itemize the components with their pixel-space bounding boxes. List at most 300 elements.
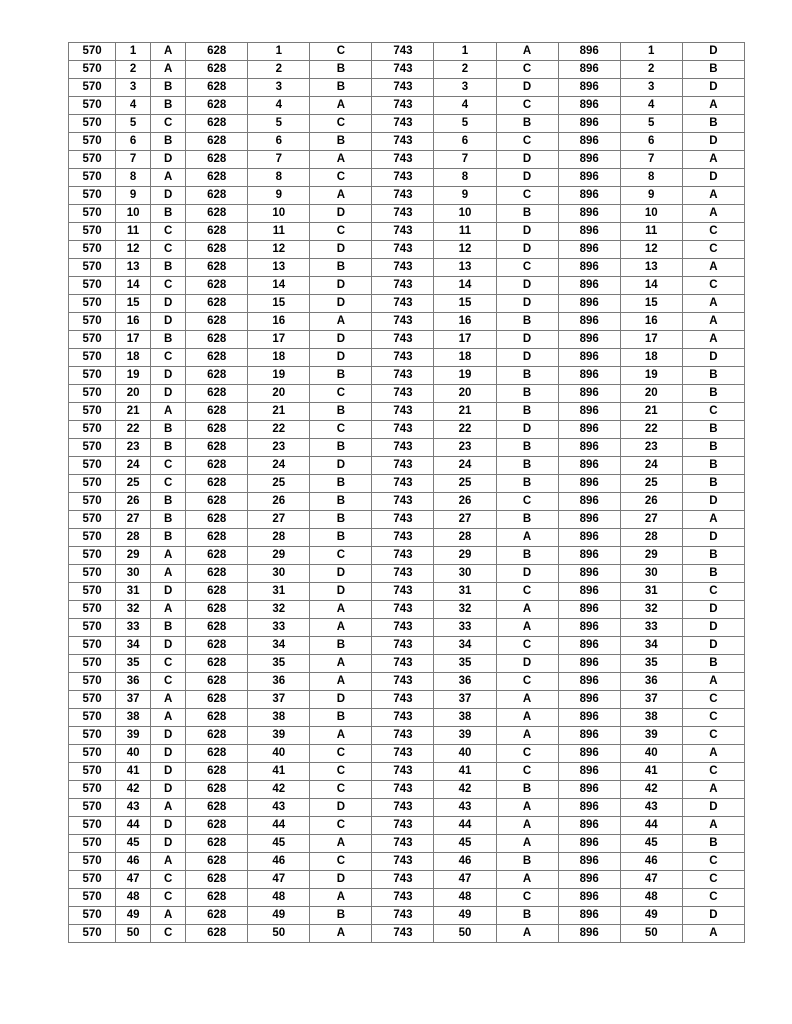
answer-cell: D bbox=[496, 169, 558, 187]
exam-code-cell: 628 bbox=[186, 97, 248, 115]
answer-cell: A bbox=[310, 889, 372, 907]
answer-cell: B bbox=[310, 61, 372, 79]
question-number-cell: 41 bbox=[116, 763, 151, 781]
question-number-cell: 20 bbox=[434, 385, 496, 403]
answer-cell: D bbox=[682, 799, 744, 817]
question-number-cell: 34 bbox=[248, 637, 310, 655]
answer-cell: A bbox=[682, 673, 744, 691]
question-number-cell: 28 bbox=[434, 529, 496, 547]
question-number-cell: 23 bbox=[620, 439, 682, 457]
answer-cell: A bbox=[496, 601, 558, 619]
table-row bbox=[69, 817, 745, 835]
table-row bbox=[69, 673, 745, 691]
question-number-cell: 48 bbox=[434, 889, 496, 907]
exam-code-cell: 743 bbox=[372, 601, 434, 619]
answer-cell: D bbox=[310, 871, 372, 889]
exam-code-cell: 628 bbox=[186, 835, 248, 853]
answer-cell: D bbox=[682, 601, 744, 619]
question-number-cell: 9 bbox=[620, 187, 682, 205]
answer-cell: B bbox=[310, 529, 372, 547]
exam-code-cell: 896 bbox=[558, 547, 620, 565]
answer-cell: A bbox=[496, 835, 558, 853]
exam-code-cell: 896 bbox=[558, 457, 620, 475]
question-number-cell: 48 bbox=[116, 889, 151, 907]
answer-cell: B bbox=[496, 385, 558, 403]
answer-cell: C bbox=[310, 115, 372, 133]
answer-cell: B bbox=[682, 457, 744, 475]
answer-cell: B bbox=[151, 619, 186, 637]
question-number-cell: 33 bbox=[116, 619, 151, 637]
answer-cell: D bbox=[151, 637, 186, 655]
question-number-cell: 37 bbox=[434, 691, 496, 709]
exam-code-cell: 743 bbox=[372, 115, 434, 133]
exam-code-cell: 743 bbox=[372, 385, 434, 403]
exam-code-cell: 896 bbox=[558, 781, 620, 799]
answer-cell: D bbox=[151, 151, 186, 169]
answer-cell: A bbox=[151, 709, 186, 727]
answer-cell: D bbox=[496, 295, 558, 313]
exam-code-cell: 628 bbox=[186, 133, 248, 151]
exam-code-cell: 628 bbox=[186, 259, 248, 277]
question-number-cell: 7 bbox=[434, 151, 496, 169]
question-number-cell: 13 bbox=[434, 259, 496, 277]
table-row bbox=[69, 601, 745, 619]
exam-code-cell: 628 bbox=[186, 511, 248, 529]
exam-code-cell: 628 bbox=[186, 223, 248, 241]
answer-cell: D bbox=[151, 583, 186, 601]
question-number-cell: 50 bbox=[116, 925, 151, 943]
answer-cell: A bbox=[151, 601, 186, 619]
exam-code-cell: 570 bbox=[69, 169, 116, 187]
answer-cell: D bbox=[682, 349, 744, 367]
exam-code-cell: 743 bbox=[372, 799, 434, 817]
table-row bbox=[69, 61, 745, 79]
table-row bbox=[69, 313, 745, 331]
answer-cell: C bbox=[496, 187, 558, 205]
exam-code-cell: 896 bbox=[558, 403, 620, 421]
question-number-cell: 32 bbox=[248, 601, 310, 619]
question-number-cell: 32 bbox=[620, 601, 682, 619]
exam-code-cell: 896 bbox=[558, 223, 620, 241]
question-number-cell: 17 bbox=[434, 331, 496, 349]
answer-cell: C bbox=[310, 853, 372, 871]
question-number-cell: 43 bbox=[434, 799, 496, 817]
answer-cell: C bbox=[682, 727, 744, 745]
answer-cell: A bbox=[496, 727, 558, 745]
table-row bbox=[69, 439, 745, 457]
exam-code-cell: 628 bbox=[186, 529, 248, 547]
answer-cell: A bbox=[682, 781, 744, 799]
exam-code-cell: 896 bbox=[558, 637, 620, 655]
table-row bbox=[69, 331, 745, 349]
exam-code-cell: 743 bbox=[372, 439, 434, 457]
question-number-cell: 13 bbox=[620, 259, 682, 277]
question-number-cell: 31 bbox=[116, 583, 151, 601]
question-number-cell: 5 bbox=[116, 115, 151, 133]
exam-code-cell: 743 bbox=[372, 97, 434, 115]
question-number-cell: 29 bbox=[248, 547, 310, 565]
answer-cell: D bbox=[682, 133, 744, 151]
exam-code-cell: 570 bbox=[69, 511, 116, 529]
answer-cell: D bbox=[310, 205, 372, 223]
answer-cell: B bbox=[151, 493, 186, 511]
question-number-cell: 9 bbox=[116, 187, 151, 205]
exam-code-cell: 570 bbox=[69, 763, 116, 781]
question-number-cell: 20 bbox=[620, 385, 682, 403]
exam-code-cell: 896 bbox=[558, 169, 620, 187]
table-row bbox=[69, 691, 745, 709]
exam-code-cell: 743 bbox=[372, 169, 434, 187]
answer-cell: C bbox=[496, 493, 558, 511]
exam-code-cell: 570 bbox=[69, 97, 116, 115]
answer-cell: B bbox=[310, 403, 372, 421]
question-number-cell: 14 bbox=[434, 277, 496, 295]
question-number-cell: 28 bbox=[116, 529, 151, 547]
question-number-cell: 29 bbox=[620, 547, 682, 565]
answer-cell: B bbox=[151, 529, 186, 547]
exam-code-cell: 896 bbox=[558, 709, 620, 727]
answer-cell: C bbox=[310, 169, 372, 187]
exam-code-cell: 743 bbox=[372, 907, 434, 925]
answer-cell: C bbox=[682, 709, 744, 727]
exam-code-cell: 570 bbox=[69, 547, 116, 565]
answer-cell: A bbox=[310, 673, 372, 691]
exam-code-cell: 896 bbox=[558, 817, 620, 835]
exam-code-cell: 896 bbox=[558, 439, 620, 457]
exam-code-cell: 896 bbox=[558, 205, 620, 223]
exam-code-cell: 743 bbox=[372, 583, 434, 601]
exam-code-cell: 628 bbox=[186, 925, 248, 943]
answer-cell: A bbox=[682, 313, 744, 331]
exam-code-cell: 570 bbox=[69, 709, 116, 727]
question-number-cell: 39 bbox=[620, 727, 682, 745]
exam-code-cell: 570 bbox=[69, 799, 116, 817]
answer-cell: B bbox=[682, 421, 744, 439]
answer-cell: C bbox=[151, 475, 186, 493]
exam-code-cell: 743 bbox=[372, 853, 434, 871]
question-number-cell: 1 bbox=[434, 43, 496, 61]
question-number-cell: 24 bbox=[248, 457, 310, 475]
table-row bbox=[69, 583, 745, 601]
answer-cell: D bbox=[496, 655, 558, 673]
question-number-cell: 40 bbox=[434, 745, 496, 763]
exam-code-cell: 570 bbox=[69, 115, 116, 133]
question-number-cell: 12 bbox=[434, 241, 496, 259]
answer-cell: A bbox=[496, 709, 558, 727]
answer-cell: D bbox=[310, 241, 372, 259]
exam-code-cell: 896 bbox=[558, 763, 620, 781]
exam-code-cell: 896 bbox=[558, 43, 620, 61]
question-number-cell: 38 bbox=[434, 709, 496, 727]
exam-code-cell: 628 bbox=[186, 367, 248, 385]
answer-cell: C bbox=[496, 259, 558, 277]
answer-cell: C bbox=[682, 871, 744, 889]
exam-code-cell: 743 bbox=[372, 745, 434, 763]
question-number-cell: 49 bbox=[434, 907, 496, 925]
question-number-cell: 36 bbox=[620, 673, 682, 691]
exam-code-cell: 743 bbox=[372, 133, 434, 151]
exam-code-cell: 570 bbox=[69, 781, 116, 799]
exam-code-cell: 570 bbox=[69, 313, 116, 331]
answer-cell: A bbox=[151, 169, 186, 187]
question-number-cell: 33 bbox=[248, 619, 310, 637]
exam-code-cell: 896 bbox=[558, 277, 620, 295]
exam-code-cell: 743 bbox=[372, 259, 434, 277]
answer-cell: D bbox=[151, 385, 186, 403]
answer-cell: B bbox=[496, 511, 558, 529]
question-number-cell: 34 bbox=[434, 637, 496, 655]
answer-cell: C bbox=[496, 583, 558, 601]
question-number-cell: 50 bbox=[620, 925, 682, 943]
table-row bbox=[69, 43, 745, 61]
exam-code-cell: 628 bbox=[186, 889, 248, 907]
exam-code-cell: 743 bbox=[372, 79, 434, 97]
answer-cell: D bbox=[310, 565, 372, 583]
question-number-cell: 3 bbox=[434, 79, 496, 97]
answer-cell: A bbox=[310, 151, 372, 169]
exam-code-cell: 743 bbox=[372, 43, 434, 61]
exam-code-cell: 628 bbox=[186, 403, 248, 421]
exam-code-cell: 570 bbox=[69, 151, 116, 169]
exam-code-cell: 570 bbox=[69, 583, 116, 601]
answer-cell: A bbox=[310, 313, 372, 331]
table-row bbox=[69, 187, 745, 205]
exam-code-cell: 743 bbox=[372, 763, 434, 781]
question-number-cell: 22 bbox=[116, 421, 151, 439]
answer-cell: A bbox=[682, 745, 744, 763]
answer-cell: C bbox=[151, 223, 186, 241]
exam-code-cell: 743 bbox=[372, 475, 434, 493]
answer-cell: B bbox=[496, 313, 558, 331]
question-number-cell: 47 bbox=[434, 871, 496, 889]
question-number-cell: 40 bbox=[116, 745, 151, 763]
table-row bbox=[69, 565, 745, 583]
exam-code-cell: 628 bbox=[186, 79, 248, 97]
exam-code-cell: 896 bbox=[558, 475, 620, 493]
exam-code-cell: 743 bbox=[372, 529, 434, 547]
exam-code-cell: 628 bbox=[186, 709, 248, 727]
exam-code-cell: 570 bbox=[69, 259, 116, 277]
exam-code-cell: 896 bbox=[558, 259, 620, 277]
question-number-cell: 41 bbox=[434, 763, 496, 781]
question-number-cell: 41 bbox=[248, 763, 310, 781]
answer-cell: C bbox=[151, 871, 186, 889]
answer-cell: A bbox=[151, 691, 186, 709]
exam-code-cell: 570 bbox=[69, 745, 116, 763]
question-number-cell: 40 bbox=[620, 745, 682, 763]
answer-cell: B bbox=[682, 61, 744, 79]
question-number-cell: 5 bbox=[248, 115, 310, 133]
question-number-cell: 47 bbox=[248, 871, 310, 889]
question-number-cell: 49 bbox=[248, 907, 310, 925]
answer-cell: C bbox=[682, 223, 744, 241]
table-row bbox=[69, 547, 745, 565]
question-number-cell: 38 bbox=[620, 709, 682, 727]
table-row bbox=[69, 475, 745, 493]
question-number-cell: 5 bbox=[434, 115, 496, 133]
answer-key-table bbox=[68, 42, 745, 943]
exam-code-cell: 570 bbox=[69, 61, 116, 79]
question-number-cell: 35 bbox=[116, 655, 151, 673]
question-number-cell: 12 bbox=[248, 241, 310, 259]
question-number-cell: 36 bbox=[248, 673, 310, 691]
exam-code-cell: 570 bbox=[69, 331, 116, 349]
answer-cell: B bbox=[310, 907, 372, 925]
answer-cell: A bbox=[310, 619, 372, 637]
question-number-cell: 31 bbox=[434, 583, 496, 601]
exam-code-cell: 570 bbox=[69, 367, 116, 385]
answer-cell: C bbox=[496, 61, 558, 79]
question-number-cell: 24 bbox=[116, 457, 151, 475]
table-row bbox=[69, 97, 745, 115]
exam-code-cell: 628 bbox=[186, 169, 248, 187]
question-number-cell: 42 bbox=[248, 781, 310, 799]
table-row bbox=[69, 79, 745, 97]
table-row bbox=[69, 871, 745, 889]
exam-code-cell: 896 bbox=[558, 673, 620, 691]
exam-code-cell: 743 bbox=[372, 349, 434, 367]
question-number-cell: 18 bbox=[116, 349, 151, 367]
question-number-cell: 14 bbox=[116, 277, 151, 295]
exam-code-cell: 743 bbox=[372, 295, 434, 313]
exam-code-cell: 570 bbox=[69, 223, 116, 241]
exam-code-cell: 896 bbox=[558, 619, 620, 637]
question-number-cell: 11 bbox=[434, 223, 496, 241]
question-number-cell: 15 bbox=[620, 295, 682, 313]
exam-code-cell: 628 bbox=[186, 655, 248, 673]
exam-code-cell: 628 bbox=[186, 781, 248, 799]
question-number-cell: 1 bbox=[620, 43, 682, 61]
question-number-cell: 32 bbox=[116, 601, 151, 619]
answer-cell: D bbox=[310, 691, 372, 709]
exam-code-cell: 628 bbox=[186, 43, 248, 61]
question-number-cell: 34 bbox=[116, 637, 151, 655]
question-number-cell: 5 bbox=[620, 115, 682, 133]
question-number-cell: 3 bbox=[248, 79, 310, 97]
answer-cell: A bbox=[310, 655, 372, 673]
exam-code-cell: 743 bbox=[372, 727, 434, 745]
answer-cell: C bbox=[310, 817, 372, 835]
exam-code-cell: 896 bbox=[558, 853, 620, 871]
question-number-cell: 26 bbox=[620, 493, 682, 511]
exam-code-cell: 570 bbox=[69, 673, 116, 691]
question-number-cell: 32 bbox=[434, 601, 496, 619]
exam-code-cell: 743 bbox=[372, 925, 434, 943]
question-number-cell: 11 bbox=[248, 223, 310, 241]
question-number-cell: 37 bbox=[116, 691, 151, 709]
question-number-cell: 17 bbox=[620, 331, 682, 349]
table-row bbox=[69, 835, 745, 853]
exam-code-cell: 743 bbox=[372, 331, 434, 349]
answer-cell: B bbox=[151, 97, 186, 115]
table-row bbox=[69, 241, 745, 259]
answer-cell: C bbox=[310, 745, 372, 763]
table-row bbox=[69, 385, 745, 403]
exam-code-cell: 896 bbox=[558, 925, 620, 943]
answer-cell: A bbox=[496, 871, 558, 889]
question-number-cell: 49 bbox=[116, 907, 151, 925]
question-number-cell: 24 bbox=[620, 457, 682, 475]
question-number-cell: 7 bbox=[248, 151, 310, 169]
exam-code-cell: 896 bbox=[558, 529, 620, 547]
question-number-cell: 28 bbox=[248, 529, 310, 547]
answer-cell: A bbox=[682, 259, 744, 277]
answer-cell: A bbox=[682, 151, 744, 169]
question-number-cell: 33 bbox=[620, 619, 682, 637]
answer-cell: B bbox=[310, 367, 372, 385]
answer-cell: B bbox=[496, 457, 558, 475]
answer-cell: D bbox=[496, 565, 558, 583]
question-number-cell: 10 bbox=[620, 205, 682, 223]
question-number-cell: 13 bbox=[116, 259, 151, 277]
question-number-cell: 17 bbox=[116, 331, 151, 349]
exam-code-cell: 628 bbox=[186, 205, 248, 223]
exam-code-cell: 628 bbox=[186, 349, 248, 367]
question-number-cell: 15 bbox=[116, 295, 151, 313]
answer-cell: D bbox=[310, 277, 372, 295]
exam-code-cell: 896 bbox=[558, 799, 620, 817]
question-number-cell: 49 bbox=[620, 907, 682, 925]
answer-cell: A bbox=[151, 565, 186, 583]
question-number-cell: 29 bbox=[434, 547, 496, 565]
answer-cell: A bbox=[496, 817, 558, 835]
exam-code-cell: 743 bbox=[372, 205, 434, 223]
table-row bbox=[69, 655, 745, 673]
question-number-cell: 50 bbox=[248, 925, 310, 943]
answer-cell: B bbox=[682, 655, 744, 673]
question-number-cell: 2 bbox=[248, 61, 310, 79]
answer-cell: C bbox=[151, 349, 186, 367]
question-number-cell: 47 bbox=[620, 871, 682, 889]
question-number-cell: 44 bbox=[248, 817, 310, 835]
exam-code-cell: 628 bbox=[186, 871, 248, 889]
question-number-cell: 18 bbox=[248, 349, 310, 367]
exam-code-cell: 628 bbox=[186, 763, 248, 781]
exam-code-cell: 628 bbox=[186, 115, 248, 133]
exam-code-cell: 628 bbox=[186, 151, 248, 169]
exam-code-cell: 570 bbox=[69, 457, 116, 475]
exam-code-cell: 570 bbox=[69, 925, 116, 943]
exam-code-cell: 570 bbox=[69, 853, 116, 871]
answer-cell: A bbox=[682, 817, 744, 835]
question-number-cell: 31 bbox=[248, 583, 310, 601]
answer-cell: C bbox=[682, 241, 744, 259]
answer-cell: A bbox=[151, 907, 186, 925]
exam-code-cell: 743 bbox=[372, 781, 434, 799]
exam-code-cell: 570 bbox=[69, 565, 116, 583]
question-number-cell: 22 bbox=[434, 421, 496, 439]
answer-cell: C bbox=[682, 763, 744, 781]
exam-code-cell: 896 bbox=[558, 565, 620, 583]
question-number-cell: 46 bbox=[248, 853, 310, 871]
answer-cell: A bbox=[496, 529, 558, 547]
question-number-cell: 18 bbox=[434, 349, 496, 367]
answer-cell: D bbox=[151, 835, 186, 853]
answer-cell: A bbox=[496, 799, 558, 817]
question-number-cell: 27 bbox=[620, 511, 682, 529]
exam-code-cell: 570 bbox=[69, 727, 116, 745]
exam-code-cell: 896 bbox=[558, 385, 620, 403]
answer-cell: D bbox=[151, 781, 186, 799]
answer-cell: A bbox=[682, 511, 744, 529]
exam-code-cell: 896 bbox=[558, 727, 620, 745]
question-number-cell: 16 bbox=[248, 313, 310, 331]
question-number-cell: 27 bbox=[116, 511, 151, 529]
answer-cell: C bbox=[682, 403, 744, 421]
answer-cell: D bbox=[151, 367, 186, 385]
answer-cell: B bbox=[682, 367, 744, 385]
question-number-cell: 25 bbox=[620, 475, 682, 493]
